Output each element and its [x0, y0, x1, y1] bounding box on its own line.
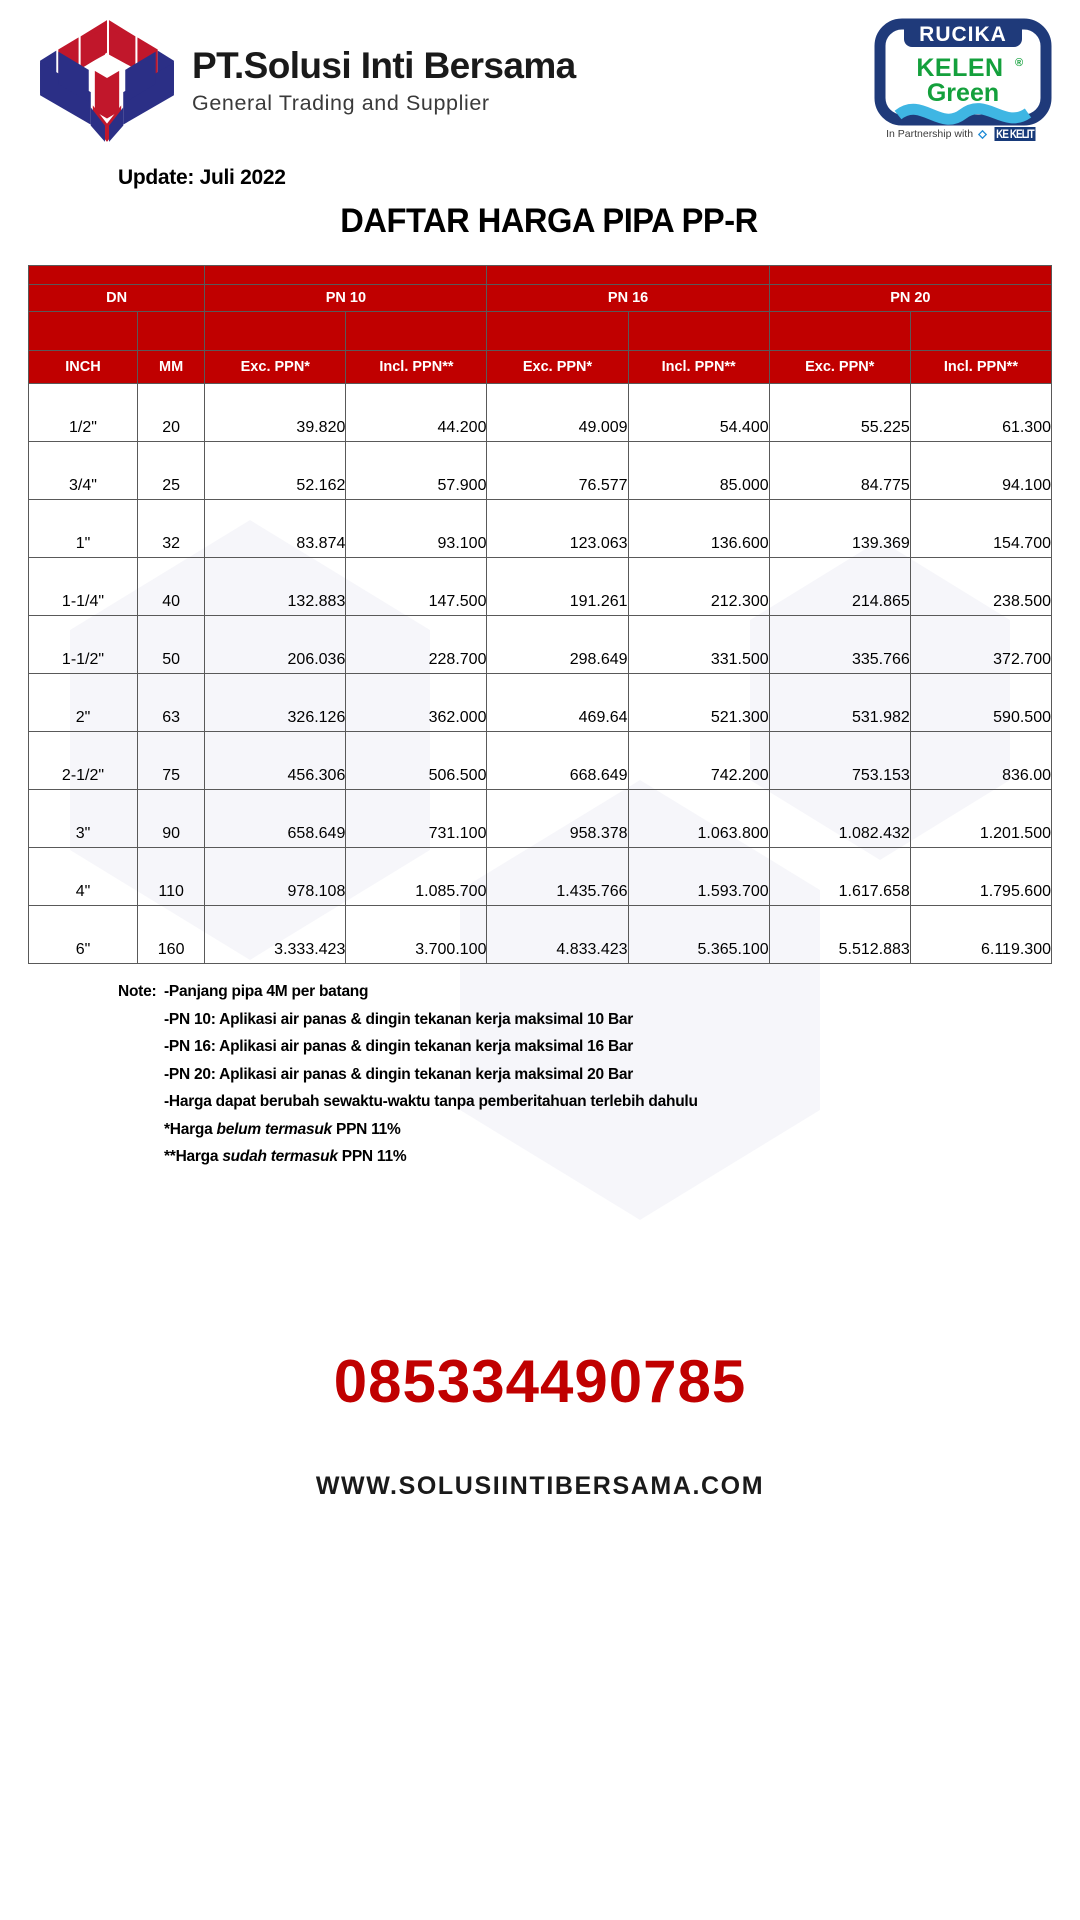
cell-inch: 2" — [29, 674, 138, 732]
cell-pn20-exc: 214.865 — [769, 558, 910, 616]
spacer-cell-dn — [29, 266, 205, 285]
tax-note-2-suffix: PPN 11% — [337, 1148, 407, 1166]
svg-text:KELEN: KELEN — [916, 54, 1004, 82]
cell-pn10-incl: 228.700 — [346, 616, 487, 674]
cell-pn10-exc: 52.162 — [205, 442, 346, 500]
cell-pn20-exc: 335.766 — [769, 616, 910, 674]
price-table — [28, 265, 1052, 964]
notes-label: Note: — [118, 983, 157, 1000]
table-row — [29, 442, 1052, 500]
table-header-spacer-row — [29, 266, 1052, 285]
spacer-cell-pn20 — [769, 266, 1051, 285]
cell-pn10-incl: 1.085.700 — [346, 848, 487, 906]
company-tagline: General Trading and Supplier — [192, 90, 490, 115]
band-cell-7 — [769, 312, 910, 351]
cell-pn20-incl: 61.300 — [910, 384, 1051, 442]
table-row — [29, 500, 1052, 558]
cell-pn20-incl: 154.700 — [910, 500, 1051, 558]
cell-pn16-incl: 5.365.100 — [628, 906, 769, 964]
cell-pn20-incl: 238.500 — [910, 558, 1051, 616]
table-row — [29, 558, 1052, 616]
cell-pn10-exc: 658.649 — [205, 790, 346, 848]
cell-pn16-incl: 85.000 — [628, 442, 769, 500]
note-line-3: -PN 20: Aplikasi air panas & dingin tekanan kerja maksimal 20 Bar — [164, 1065, 634, 1083]
cell-pn20-exc: 1.617.658 — [769, 848, 910, 906]
note-line-4: -Harga dapat berubah sewaktu-waktu tanpa pemberitahuan terlebih dahulu — [164, 1093, 698, 1111]
cell-pn16-incl: 1.063.800 — [628, 790, 769, 848]
cell-pn20-exc: 1.082.432 — [769, 790, 910, 848]
cell-pn20-exc: 531.982 — [769, 674, 910, 732]
tax-note-1-emphasis: belum termasuk — [216, 1120, 332, 1138]
cell-mm: 110 — [138, 848, 205, 906]
band-cell-8 — [910, 312, 1051, 351]
cell-pn16-exc: 298.649 — [487, 616, 628, 674]
cell-pn20-incl: 372.700 — [910, 616, 1051, 674]
tax-note-1-suffix: PPN 11% — [331, 1120, 401, 1138]
cell-pn16-exc: 958.378 — [487, 790, 628, 848]
cell-pn20-incl: 590.500 — [910, 674, 1051, 732]
cell-inch: 4" — [29, 848, 138, 906]
cell-pn16-incl: 521.300 — [628, 674, 769, 732]
cell-pn20-exc: 139.369 — [769, 500, 910, 558]
band-cell-2 — [138, 312, 205, 351]
cell-pn16-exc: 4.833.423 — [487, 906, 628, 964]
cell-pn20-incl: 836.00 — [910, 732, 1051, 790]
cell-pn10-incl: 506.500 — [346, 732, 487, 790]
table-row — [29, 674, 1052, 732]
ke-kelit-logo-icon — [977, 127, 1040, 141]
cell-pn16-incl: 212.300 — [628, 558, 769, 616]
note-text-0: -Panjang pipa 4M per batang — [164, 983, 369, 1000]
cell-pn10-exc: 456.306 — [205, 732, 346, 790]
company-name: PT.Solusi Inti Bersama — [192, 45, 576, 87]
cell-pn10-incl: 147.500 — [346, 558, 487, 616]
cell-pn20-exc: 55.225 — [769, 384, 910, 442]
table-subheader-row — [29, 351, 1052, 384]
table-row — [29, 616, 1052, 674]
band-cell-4 — [346, 312, 487, 351]
cell-pn20-incl: 1.795.600 — [910, 848, 1051, 906]
note-line-2: -PN 16: Aplikasi air panas & dingin tekanan kerja maksimal 16 Bar — [164, 1038, 634, 1056]
note-line-0 — [118, 978, 1080, 1006]
cell-pn10-exc: 3.333.423 — [205, 906, 346, 964]
band-cell-5 — [487, 312, 628, 351]
group-header-pn20: PN 20 — [769, 285, 1051, 312]
cell-pn10-incl: 57.900 — [346, 442, 487, 500]
cell-inch: 3/4" — [29, 442, 138, 500]
column-header-pn16-exc: Exc. PPN* — [487, 351, 628, 384]
column-header-mm: MM — [138, 351, 205, 384]
partnership-prefix: In Partnership with — [886, 128, 974, 140]
cell-mm: 40 — [138, 558, 205, 616]
cell-pn10-exc: 978.108 — [205, 848, 346, 906]
tax-note-1-prefix: *Harga — [164, 1120, 217, 1138]
company-website[interactable]: WWW.SOLUSIINTIBERSAMA.COM — [315, 1472, 765, 1501]
ke-kelit-wordmark: KE KELIT — [996, 127, 1034, 141]
table-row — [29, 732, 1052, 790]
cell-pn20-exc: 84.775 — [769, 442, 910, 500]
hexagon-cube-logo-icon — [36, 18, 178, 144]
table-row — [29, 906, 1052, 964]
cell-pn16-exc: 469.64 — [487, 674, 628, 732]
cell-pn20-exc: 753.153 — [769, 732, 910, 790]
company-branding — [36, 18, 576, 144]
cell-pn20-incl: 6.119.300 — [910, 906, 1051, 964]
cell-inch: 3" — [29, 790, 138, 848]
band-cell-1 — [29, 312, 138, 351]
update-date: Update: Juli 2022 — [118, 166, 286, 189]
cell-inch: 1/2" — [29, 384, 138, 442]
cell-inch: 1" — [29, 500, 138, 558]
cell-pn10-incl: 44.200 — [346, 384, 487, 442]
cell-pn16-exc: 191.261 — [487, 558, 628, 616]
cell-mm: 63 — [138, 674, 205, 732]
spacer-cell-pn10 — [205, 266, 487, 285]
table-body — [29, 384, 1052, 964]
cell-mm: 20 — [138, 384, 205, 442]
cell-pn16-exc: 49.009 — [487, 384, 628, 442]
tax-note-2-prefix: **Harga — [164, 1148, 223, 1166]
column-header-pn20-exc: Exc. PPN* — [769, 351, 910, 384]
band-cell-3 — [205, 312, 346, 351]
cell-pn16-incl: 331.500 — [628, 616, 769, 674]
ke-kelit-mark-icon — [977, 129, 988, 140]
cell-pn10-exc: 83.874 — [205, 500, 346, 558]
table-row — [29, 790, 1052, 848]
cell-pn10-incl: 93.100 — [346, 500, 487, 558]
column-header-pn10-incl: Incl. PPN** — [346, 351, 487, 384]
band-cell-6 — [628, 312, 769, 351]
table-header-band-row — [29, 312, 1052, 351]
price-table-container — [28, 265, 1052, 964]
cell-inch: 2-1/2" — [29, 732, 138, 790]
partner-logo — [874, 18, 1052, 141]
cell-pn10-exc: 326.126 — [205, 674, 346, 732]
cell-pn20-incl: 94.100 — [910, 442, 1051, 500]
cell-mm: 50 — [138, 616, 205, 674]
cell-pn20-exc: 5.512.883 — [769, 906, 910, 964]
cell-pn10-incl: 362.000 — [346, 674, 487, 732]
svg-text:Green: Green — [926, 79, 1000, 107]
cell-inch: 1-1/4" — [29, 558, 138, 616]
cell-pn16-incl: 742.200 — [628, 732, 769, 790]
column-header-pn16-incl: Incl. PPN** — [628, 351, 769, 384]
table-row — [29, 848, 1052, 906]
column-header-pn20-incl: Incl. PPN** — [910, 351, 1051, 384]
cell-pn16-exc: 1.435.766 — [487, 848, 628, 906]
spacer-cell-pn16 — [487, 266, 769, 285]
notes-block — [118, 978, 1080, 1171]
page-header — [0, 0, 1080, 160]
tax-note-2-emphasis: sudah termasuk — [222, 1148, 338, 1166]
group-header-pn10: PN 10 — [205, 285, 487, 312]
group-header-dn: DN — [29, 285, 205, 312]
cell-pn10-exc: 206.036 — [205, 616, 346, 674]
note-tax-exclusive — [164, 1116, 1080, 1144]
cell-pn16-incl: 136.600 — [628, 500, 769, 558]
cell-mm: 25 — [138, 442, 205, 500]
group-header-pn16: PN 16 — [487, 285, 769, 312]
column-header-inch: INCH — [29, 351, 138, 384]
cell-pn10-exc: 132.883 — [205, 558, 346, 616]
cell-pn20-incl: 1.201.500 — [910, 790, 1051, 848]
cell-pn16-incl: 54.400 — [628, 384, 769, 442]
cell-mm: 75 — [138, 732, 205, 790]
cell-pn10-incl: 3.700.100 — [346, 906, 487, 964]
table-head — [29, 266, 1052, 384]
svg-text:RUCIKA: RUCIKA — [919, 23, 1007, 46]
column-header-pn10-exc: Exc. PPN* — [205, 351, 346, 384]
note-tax-inclusive — [164, 1143, 1080, 1171]
cell-pn10-incl: 731.100 — [346, 790, 487, 848]
cell-pn10-exc: 39.820 — [205, 384, 346, 442]
cell-pn16-incl: 1.593.700 — [628, 848, 769, 906]
cell-mm: 90 — [138, 790, 205, 848]
table-row — [29, 384, 1052, 442]
cell-inch: 1-1/2" — [29, 616, 138, 674]
partnership-line — [874, 127, 1052, 141]
cell-mm: 32 — [138, 500, 205, 558]
cell-inch: 6" — [29, 906, 138, 964]
table-group-header-row — [29, 285, 1052, 312]
page-title: DAFTAR HARGA PIPA PP-R — [340, 202, 758, 240]
note-line-1: -PN 10: Aplikasi air panas & dingin tekanan kerja maksimal 10 Bar — [164, 1010, 634, 1028]
rucika-kelen-green-logo-icon — [874, 18, 1052, 126]
contact-phone-number[interactable]: 085334490785 — [333, 1348, 747, 1416]
cell-pn16-exc: 123.063 — [487, 500, 628, 558]
cell-pn16-exc: 668.649 — [487, 732, 628, 790]
cell-pn16-exc: 76.577 — [487, 442, 628, 500]
cell-mm: 160 — [138, 906, 205, 964]
svg-text:®: ® — [1015, 57, 1024, 69]
